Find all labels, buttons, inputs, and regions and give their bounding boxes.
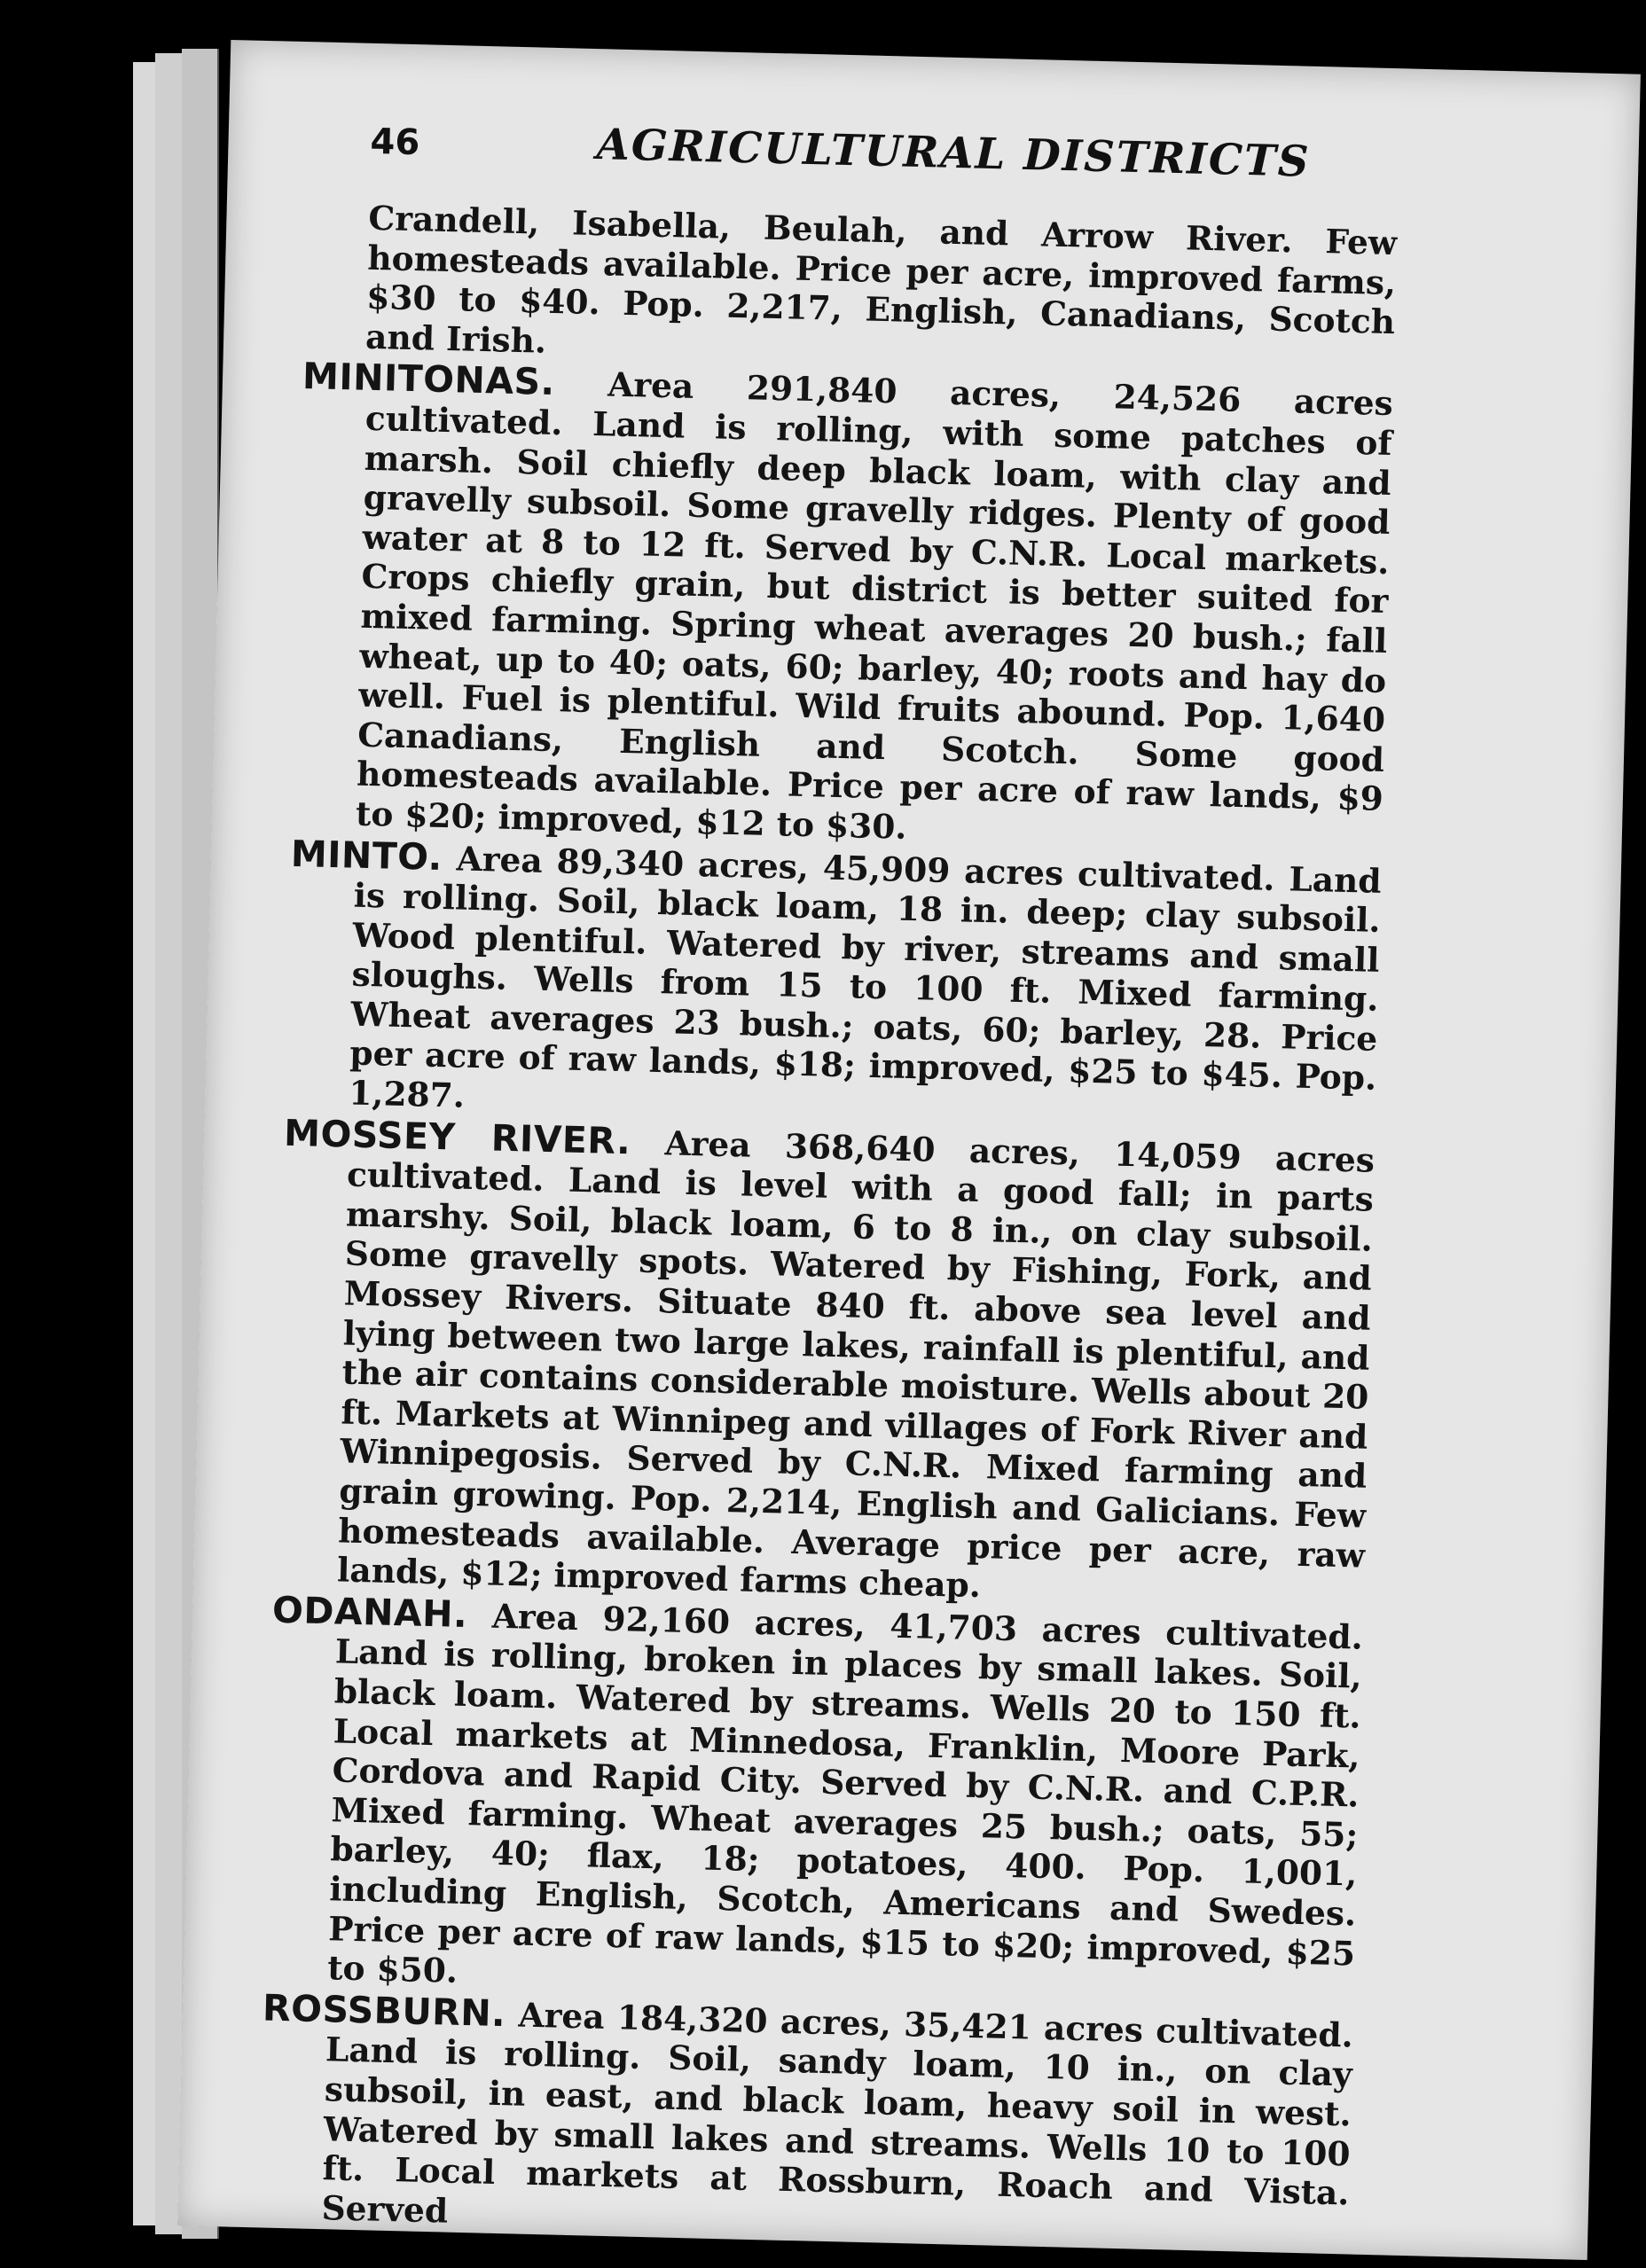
entry-text: Area 89,340 acres, 45,909 acres cultivated. Land is rolling. Soil, black loam, 18 in. deep; clay subsoil. Wood plentiful. Watered by river, streams and small sloughs. Wells from 15 to 100 ft. Mixed farming. Wheat averages 23 bush.; oats, 60; barley, 28. Price per acre of raw lands, $18; improved, $25 to $45. Pop. 1,287.: [348, 838, 1383, 1115]
book-page: [177, 40, 1641, 2260]
entry-text: Area 291,840 acres, 24,526 acres cultivated. Land is rolling, with some patches of marsh. Soil chiefly deep black loam, with clay and gravelly subsoil. Some gravelly ridges. Plenty of good water at 8 to 12 ft. Served by C.N.R. Local markets. Crops chiefly grain, but district is better suited for mixed farming. Spring wheat averages 20 bush.; fall wheat, up to 40; oats, 60; barley, 40; roots and hay do well. Fuel is plentiful. Wild fruits abound. Pop. 1,640 Canadians, English and Scotch. Some good homesteads available. Price per acre of raw lands, $9 to $20; improved, $12 to $30.: [355, 364, 1394, 847]
continuation-paragraph: Crandell, Isabella, Beulah, and Arrow River. Few homesteads available. Price per acre, improved farms, $30 to $40. Pop. 2,217, English, Canadians, Scotch and Irish.: [364, 198, 1398, 361]
entry-name: MINTO.: [290, 832, 443, 879]
entry-text: Area 368,640 acres, 14,059 acres cultivated. Land is level with a good fall; in parts marshy. Soil, black loam, 6 to 8 in., on clay subsoil. Some gravelly spots. Watered by Fishing, Fork, and Mossey Rivers. Situate 840 ft. above sea level and lying between two large lakes, rainfall is plentiful, and the air contains considerable moisture. Wells about 20 ft. Markets at Winnipeg and villages of Fork River and Winnipegosis. Served by C.N.R. Mixed farming and grain growing. Pop. 2,214, English and Galicians. Few homesteads available. Average price per acre, raw lands, $12; improved farms cheap.: [336, 1122, 1376, 1606]
page-number: 46: [370, 121, 420, 164]
entry-text: Area 92,160 acres, 41,703 acres cultivated. Land is rolling, broken in places by small lakes. Soil, black loam. Watered by streams. Wells 20 to 150 ft. Local markets at Minnedosa, Franklin, Moore Park, Cordova and Rapid City. Served by C.N.R. and C.P.R. Mixed farming. Wheat averages 25 bush.; oats, 55; barley, 40; flax, 18; potatoes, 400. Pop. 1,001, including English, Scotch, Americans and Swedes. Price per acre of raw lands, $15 to $20; improved, $25 to $50.: [326, 1596, 1364, 1990]
entry-name: ROSSBURN.: [262, 1986, 506, 2035]
entry-name: ODANAH.: [271, 1588, 468, 1636]
entry-odanah: [263, 1590, 1364, 2013]
running-head: AGRICULTURAL DISTRICTS: [595, 120, 1312, 187]
entry-mossey-river: [273, 1113, 1376, 1615]
body-text: [257, 197, 1398, 2255]
entry-minitonas: [292, 356, 1394, 858]
entry-name: MOSSEY RIVER.: [283, 1111, 631, 1162]
entry-text: Area 184,320 acres, 35,421 acres cultivated. Land is rolling. Soil, sandy loam, 10 in., on clay subsoil, in east, and black loam, heavy soil in west. Watered by small lakes and streams. Wells 10 to 100 ft. Local markets at Rossburn, Roach and Vista. Served: [321, 1995, 1354, 2231]
entry-name: MINITONAS.: [302, 355, 556, 404]
entry-minto: [285, 833, 1382, 1138]
entry-rossburn: [257, 1988, 1353, 2253]
